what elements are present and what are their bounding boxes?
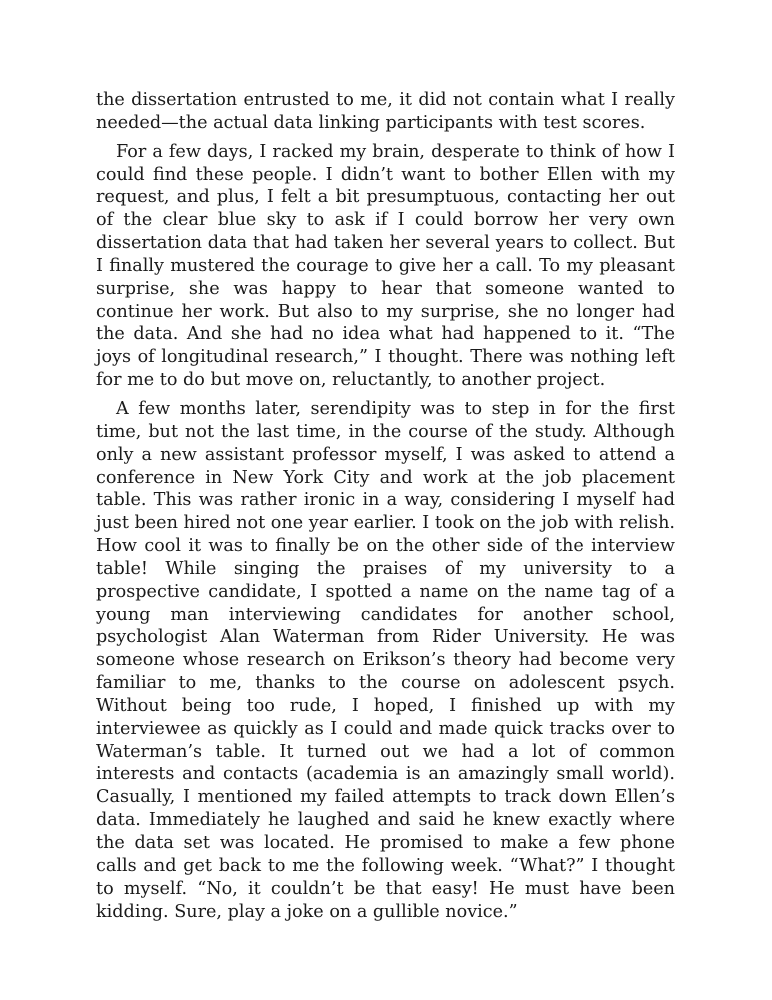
paragraph-meeting-waterman: A few months later, serendipity was to step in for the first time, but not the last time, in the course of the study. Although only a new assistant professor myself, I was asked to attend a conference in New York City and work at the job placement table. This was rather ironic in a way, considering I myself had just been hired not one year earlier. I took on the job with relish. How cool it was to finally be on the other side of the interview table! While singing the praises of my university to a prospective candidate, I spotted a name on the name tag of a young man interviewing candidates for another school, psychologist Alan Waterman from Rider University. He was someone whose research on Erikson’s theory had become very familiar to me, thanks to the course on adolescent psych. Without being too rude, I hoped, I finished up with my interviewee as quickly as I could and made quick tracks over to Waterman’s table. It turned out we had a lot of common interests and contacts (academia is an amazingly small world). Casually, I mentioned my failed attempts to track down Ellen’s data. Immediately he laughed and said he knew exactly where the data set was located. He promised to make a few phone calls and get back to me the following week. “What?” I thought to myself. “No, it couldn’t be that easy! He must have been kidding. Sure, play a joke on a gullible novice.” (96, 398, 675, 922)
paragraph-finding-ellen-data: For a few days, I racked my brain, desperate to think of how I could find these people. I didn’t want to bother Ellen with my request, and plus, I felt a bit presumptuous, contacting her out of the clear blue sky to ask if I could borrow her very own dissertation data that had taken her several years to collect. But I finally mustered the courage to give her a call. To my pleasant surprise, she was happy to hear that someone wanted to continue her work. But also to my surprise, she no longer had the data. And she had no idea what had happened to it. “The joys of longitudinal research,” I thought. There was nothing left for me to do but move on, reluctantly, to another project. (96, 141, 675, 391)
paragraph-continuation: the dissertation entrusted to me, it did not contain what I really needed—the actual data linking participants with test scores. (96, 90, 675, 133)
book-page-body (96, 89, 675, 929)
